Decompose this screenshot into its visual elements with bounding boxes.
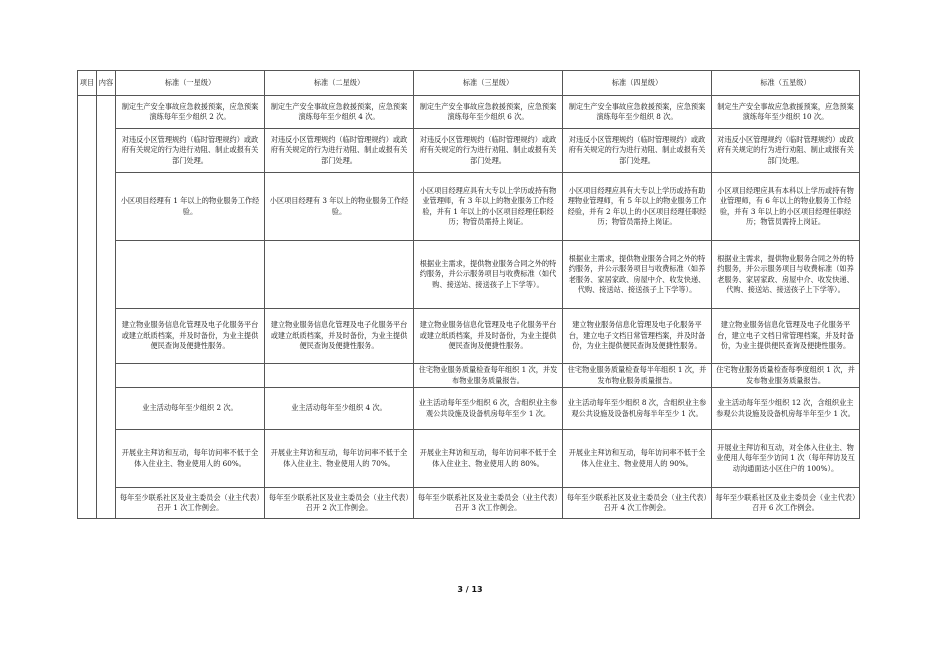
table-row (78, 309, 860, 364)
table-cell: 制定生产安全事故应急救援预案，应急预案演练每年至少组织 10 次。 (712, 96, 860, 129)
table-cell (116, 364, 265, 388)
table-row (78, 488, 860, 519)
table-cell: 制定生产安全事故应急救援预案，应急预案演练每年至少组织 8 次。 (563, 96, 712, 129)
table-row (78, 430, 860, 488)
table-cell: 小区项目经理有 1 年以上的物业服务工作经验。 (116, 173, 265, 241)
table-cell: 每年至少联系社区及业主委员会（业主代表）召开 2 次工作例会。 (265, 488, 414, 519)
table-cell: 根据业主需求，提供物业服务合同之外的特约服务，并公示服务项目与收费标准（如代购、接送站、接送孩子上下学等）。 (414, 241, 563, 309)
header-level-5: 标准（五星级） (712, 71, 860, 96)
table-cell: 小区项目经理应具有本科以上学历或持有物业管理师，有 6 年以上的物业服务工作经验，并有 3 年以上的小区项目经理任职经历；物管员需持上岗证。 (712, 173, 860, 241)
project-cell (78, 96, 97, 519)
table-cell: 业主活动每年至少组织 12 次，含组织业主参观公共设施及设备机房每半年至少 1 次。 (712, 388, 860, 430)
table-cell: 小区项目经理应具有大专以上学历或持有助理物业管理师，有 5 年以上的物业服务工作经验，并有 2 年以上的小区项目经理任职经历；物管员需持上岗证。 (563, 173, 712, 241)
table-cell: 开展业主拜访和互动，每年访问率不低于全体入住业主、物业使用人的 90%。 (563, 430, 712, 488)
table-cell: 开展业主拜访和互动，每年访问率不低于全体入住业主、物业使用人的 60%。 (116, 430, 265, 488)
table-cell: 开展业主拜访和互动，对全体入住业主、物业使用人每年至少访问 1 次（每年拜访及互动沟通面达小区住户的 100%）。 (712, 430, 860, 488)
table-cell: 制定生产安全事故应急救援预案，应急预案演练每年至少组织 4 次。 (265, 96, 414, 129)
table-cell (265, 241, 414, 309)
header-level-4: 标准（四星级） (563, 71, 712, 96)
table-cell: 建立物业服务信息化管理及电子化服务平台或建立纸质档案，并及时备份，为业主提供便民查询及便捷性服务。 (265, 309, 414, 364)
table-cell: 业主活动每年至少组织 2 次。 (116, 388, 265, 430)
table-row (78, 129, 860, 173)
table-cell: 小区项目经理有 3 年以上的物业服务工作经验。 (265, 173, 414, 241)
header-level-2: 标准（二星级） (265, 71, 414, 96)
table-cell: 业主活动每年至少组织 6 次，含组织业主参观公共设施及设备机房每年至少 1 次。 (414, 388, 563, 430)
table-cell (116, 241, 265, 309)
table-cell: 对违反小区管理规约（临时管理规约）或政府有关规定的行为进行劝阻、制止或报有关部门处理。 (414, 129, 563, 173)
table-cell: 开展业主拜访和互动，每年访问率不低于全体入住业主、物业使用人的 70%。 (265, 430, 414, 488)
table-cell: 业主活动每年至少组织 4 次。 (265, 388, 414, 430)
table-cell: 每年至少联系社区及业主委员会（业主代表）召开 1 次工作例会。 (116, 488, 265, 519)
table-cell: 建立物业服务信息化管理及电子化服务平台或建立纸质档案，并及时备份，为业主提供便民查询及便捷性服务。 (414, 309, 563, 364)
table-row (78, 364, 860, 388)
header-level-3: 标准（三星级） (414, 71, 563, 96)
table-cell: 每年至少联系社区及业主委员会（业主代表）召开 6 次工作例会。 (712, 488, 860, 519)
table-cell: 住宅物业服务质量检查每半年组织 1 次，并发布物业服务质量报告。 (563, 364, 712, 388)
table-cell: 对违反小区管理规约（临时管理规约）或政府有关规定的行为进行劝阻、制止或报有关部门处理。 (563, 129, 712, 173)
table-cell: 建立物业服务信息化管理及电子化服务平台或建立纸质档案，并及时备份，为业主提供便民查询及便捷性服务。 (116, 309, 265, 364)
table-cell: 业主活动每年至少组织 8 次，含组织业主参观公共设施及设备机房每半年至少 1 次。 (563, 388, 712, 430)
header-content: 内容 (97, 71, 116, 96)
table-cell: 根据业主需求，提供物业服务合同之外的特约服务，并公示服务项目与收费标准（如养老服务、家居家政、房屋中介、收发快递、代购、接送站、接送孩子上下学等）。 (712, 241, 860, 309)
table-cell: 建立物业服务信息化管理及电子化服务平台，建立电子文档日常管理档案，并及时备份，为业主提供便民查询及便捷性服务。 (712, 309, 860, 364)
standards-table (77, 70, 860, 519)
table-cell: 对违反小区管理规约（临时管理规约）或政府有关规定的行为进行劝阻、制止或报有关部门处理。 (265, 129, 414, 173)
page-number: 3 / 13 (457, 585, 483, 594)
header-project: 项目 (78, 71, 97, 96)
table-cell: 小区项目经理应具有大专以上学历或持有物业管理师，有 3 年以上的物业服务工作经验，并有 1 年以上的小区项目经理任职经历；物管员需持上岗证。 (414, 173, 563, 241)
table-cell: 开展业主拜访和互动，每年访问率不低于全体入住业主、物业使用人的 80%。 (414, 430, 563, 488)
table-cell: 每年至少联系社区及业主委员会（业主代表）召开 4 次工作例会。 (563, 488, 712, 519)
table-row (78, 388, 860, 430)
table-cell: 制定生产安全事故应急救援预案，应急预案演练每年至少组织 2 次。 (116, 96, 265, 129)
table-cell: 建立物业服务信息化管理及电子化服务平台，建立电子文档日常管理档案，并及时备份，为业主提供便民查询及便捷性服务。 (563, 309, 712, 364)
table-row (78, 173, 860, 241)
table-cell: 住宅物业服务质量检查每年组织 1 次，并发布物业服务质量报告。 (414, 364, 563, 388)
table-header-row (78, 71, 860, 96)
table-cell: 对违反小区管理规约（临时管理规约）或政府有关规定的行为进行劝阻、制止或报有关部门处理。 (712, 129, 860, 173)
table-cell: 住宅物业服务质量检查每季度组织 1 次，并发布物业服务质量报告。 (712, 364, 860, 388)
header-level-1: 标准（一星级） (116, 71, 265, 96)
content-cell (97, 96, 116, 519)
table-cell: 每年至少联系社区及业主委员会（业主代表）召开 3 次工作例会。 (414, 488, 563, 519)
table-cell: 对违反小区管理规约（临时管理规约）或政府有关规定的行为进行劝阻、制止或报有关部门处理。 (116, 129, 265, 173)
table-row (78, 96, 860, 129)
table-row (78, 241, 860, 309)
table-cell: 制定生产安全事故应急救援预案，应急预案演练每年至少组织 6 次。 (414, 96, 563, 129)
table-cell (265, 364, 414, 388)
table-cell: 根据业主需求，提供物业服务合同之外的特约服务，并公示服务项目与收费标准（如养老服务、家居家政、房屋中介、收发快递、代购、接送站、接送孩子上下学等）。 (563, 241, 712, 309)
